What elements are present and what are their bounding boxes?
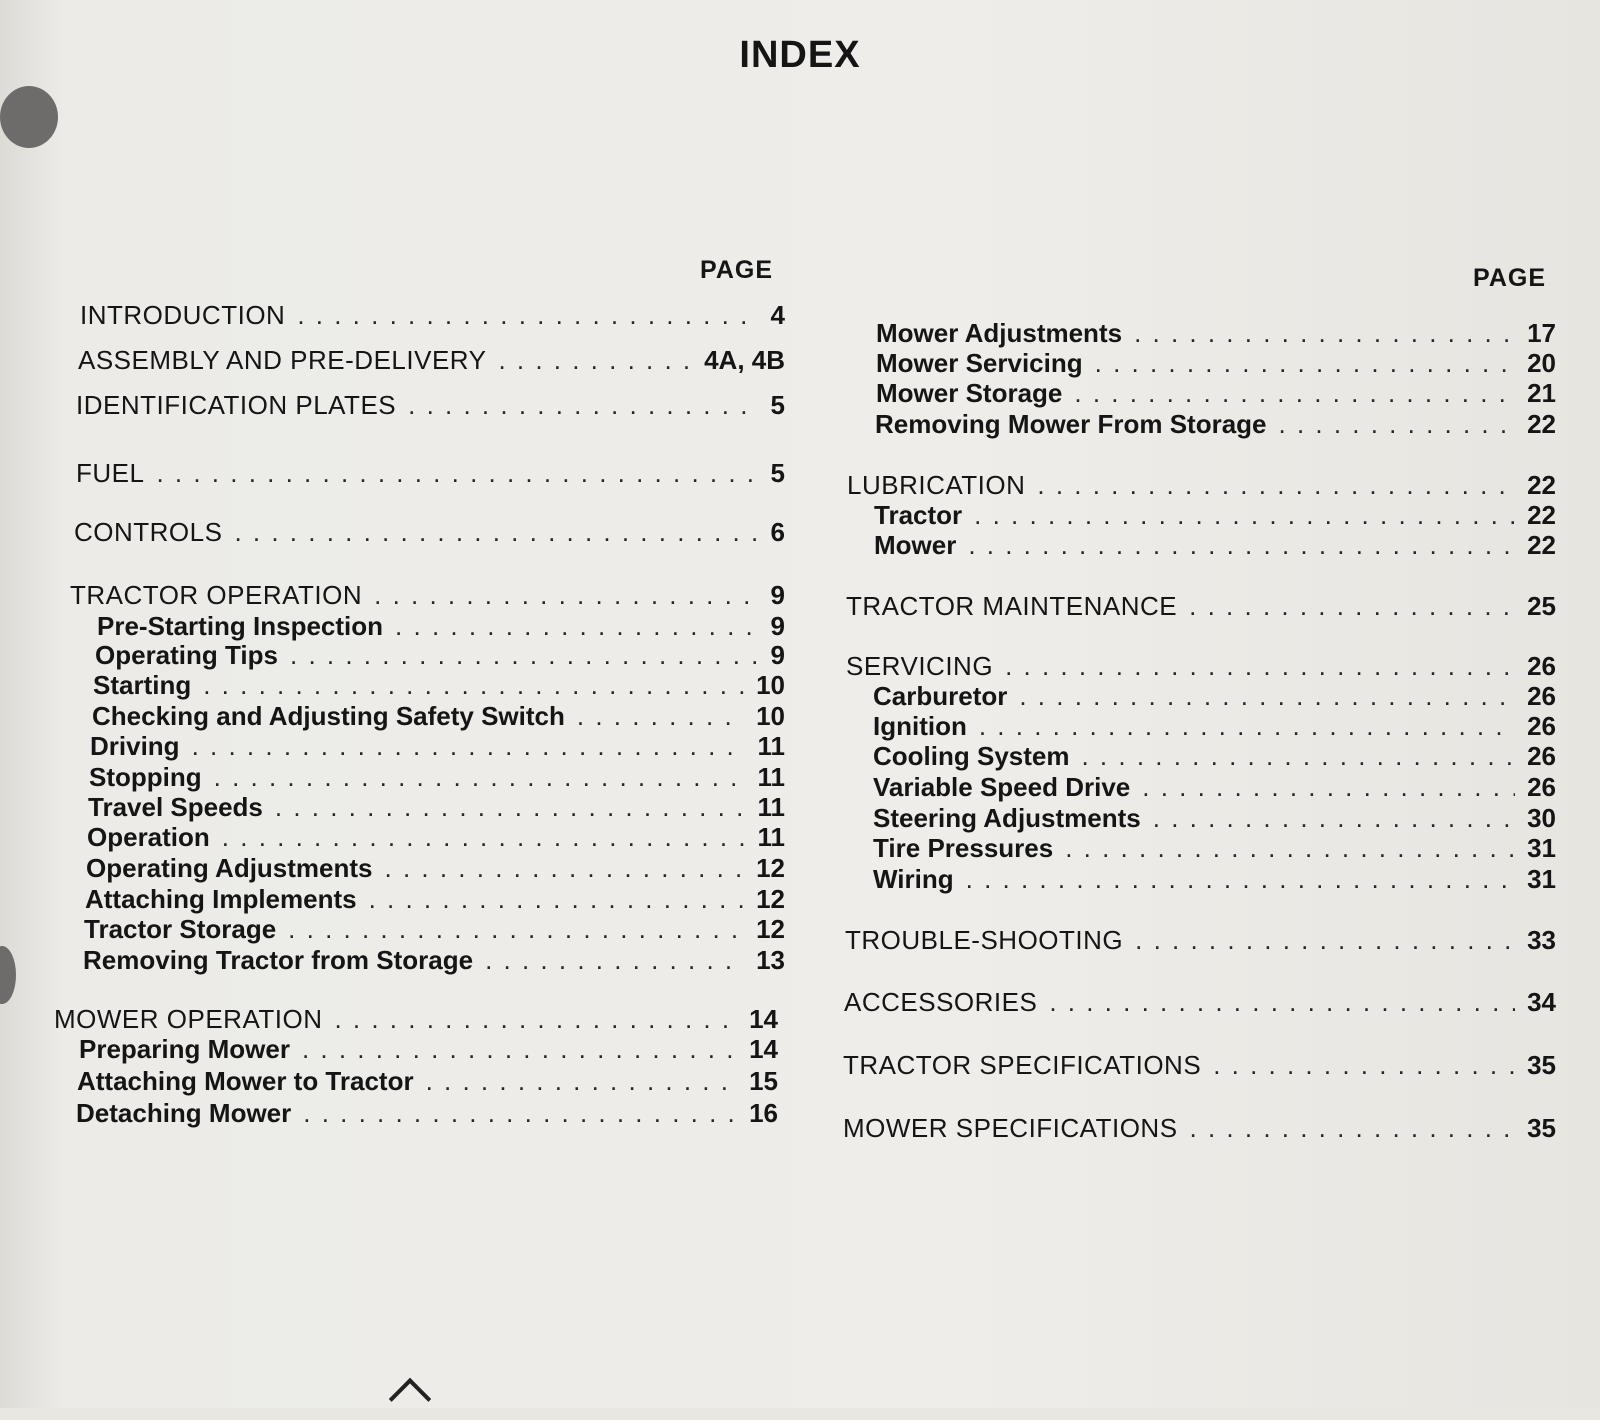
left-index-entry xyxy=(76,390,785,421)
dot-leader xyxy=(426,1066,738,1097)
right-index-entry xyxy=(874,530,1556,561)
entry-page-number: 31 xyxy=(1527,833,1556,863)
entry-page-number: 5 xyxy=(770,458,785,488)
entry-page-number: 12 xyxy=(756,853,785,883)
right-index-entry xyxy=(873,864,1556,895)
entry-label: ACCESSORIES xyxy=(844,987,1038,1017)
right-index-entry xyxy=(846,651,1556,682)
entry-label: MOWER OPERATION xyxy=(54,1004,323,1034)
entry-page-number: 22 xyxy=(1527,470,1556,500)
dot-leader xyxy=(234,517,758,548)
left-index-entry xyxy=(95,640,785,671)
entry-label: Mower Servicing xyxy=(876,348,1083,378)
entry-page-number: 22 xyxy=(1527,409,1556,439)
left-index-entry xyxy=(80,300,785,331)
dot-leader xyxy=(1081,741,1515,772)
left-index-entry xyxy=(85,884,785,915)
entry-page-number: 10 xyxy=(756,670,785,700)
entry-page-number: 11 xyxy=(757,822,785,852)
entry-page-number: 33 xyxy=(1527,925,1556,955)
right-index-entry xyxy=(873,833,1556,864)
entry-label: TROUBLE-SHOOTING xyxy=(845,925,1124,955)
entry-label: Mower Adjustments xyxy=(876,318,1123,348)
entry-label: SERVICING xyxy=(846,651,994,681)
dot-leader xyxy=(966,864,1515,895)
left-page-column-header: PAGE xyxy=(700,256,773,284)
left-index-entry xyxy=(79,1034,778,1065)
dot-leader xyxy=(1279,409,1516,440)
entry-label: Tractor Storage xyxy=(84,914,277,944)
left-index-entry xyxy=(54,1004,778,1035)
entry-label: Mower Storage xyxy=(876,378,1063,408)
dot-leader xyxy=(395,611,758,642)
page-title: INDEX xyxy=(739,34,861,76)
entry-label: FUEL xyxy=(76,458,145,488)
dot-leader xyxy=(222,822,746,853)
dot-leader xyxy=(214,762,746,793)
dot-leader xyxy=(1190,1113,1516,1144)
entry-page-number: 26 xyxy=(1527,711,1556,741)
entry-page-number: 20 xyxy=(1527,348,1556,378)
dot-leader xyxy=(1213,1050,1515,1081)
right-page-column-header: PAGE xyxy=(1473,264,1546,292)
entry-label: Operating Tips xyxy=(95,640,278,670)
entry-page-number: 6 xyxy=(770,517,785,547)
entry-label: Detaching Mower xyxy=(76,1098,292,1128)
entry-page-number: 14 xyxy=(749,1034,778,1064)
right-index-entry xyxy=(845,925,1556,956)
entry-page-number: 5 xyxy=(770,390,785,420)
entry-page-number: 11 xyxy=(757,792,785,822)
left-index-entry xyxy=(83,945,785,976)
dot-leader xyxy=(498,345,692,376)
dot-leader xyxy=(968,530,1515,561)
entry-label: LUBRICATION xyxy=(847,470,1026,500)
entry-label: Attaching Implements xyxy=(85,884,357,914)
dot-leader xyxy=(1135,925,1515,956)
right-index-entry xyxy=(876,318,1556,349)
entry-page-number: 25 xyxy=(1527,591,1556,621)
right-index-entry xyxy=(873,711,1556,742)
entry-label: Steering Adjustments xyxy=(873,803,1141,833)
entry-page-number: 35 xyxy=(1527,1050,1556,1080)
entry-label: Operation xyxy=(87,822,210,852)
dot-leader xyxy=(156,458,758,489)
dot-leader xyxy=(974,500,1515,531)
entry-page-number: 34 xyxy=(1527,987,1556,1017)
entry-label: Carburetor xyxy=(873,681,1008,711)
entry-label: Cooling System xyxy=(873,741,1070,771)
entry-page-number: 9 xyxy=(770,611,785,641)
entry-page-number: 22 xyxy=(1527,530,1556,560)
dot-leader xyxy=(1134,318,1515,349)
left-index-entry xyxy=(74,517,785,548)
dot-leader xyxy=(385,853,745,884)
entry-page-number: 17 xyxy=(1527,318,1556,348)
entry-label: Tire Pressures xyxy=(873,833,1054,863)
dot-leader xyxy=(203,670,744,701)
left-index-entry xyxy=(84,914,785,945)
entry-label: Removing Tractor from Storage xyxy=(83,945,474,975)
dot-leader xyxy=(1037,470,1515,501)
dot-leader xyxy=(1074,378,1515,409)
left-index-entry xyxy=(97,611,785,642)
entry-page-number: 14 xyxy=(749,1004,778,1034)
dot-leader xyxy=(1189,591,1515,622)
entry-label: Removing Mower From Storage xyxy=(875,409,1267,439)
left-index-entry xyxy=(93,670,785,701)
left-index-entry xyxy=(88,792,785,823)
entry-label: Wiring xyxy=(873,864,954,894)
entry-page-number: 15 xyxy=(749,1066,778,1096)
dot-leader xyxy=(1049,987,1515,1018)
entry-label: Variable Speed Drive xyxy=(873,772,1131,802)
dot-leader xyxy=(408,390,758,421)
right-index-entry xyxy=(847,470,1556,501)
entry-label: Starting xyxy=(93,670,192,700)
dot-leader xyxy=(979,711,1515,742)
left-index-entry xyxy=(76,1098,778,1129)
entry-page-number: 10 xyxy=(756,701,785,731)
entry-label: IDENTIFICATION PLATES xyxy=(76,390,397,420)
entry-label: Mower xyxy=(874,530,957,560)
entry-page-number: 26 xyxy=(1527,772,1556,802)
right-index-entry xyxy=(843,1113,1556,1144)
right-index-entry xyxy=(876,348,1556,379)
entry-page-number: 4A, 4B xyxy=(704,345,785,375)
entry-page-number: 12 xyxy=(756,884,785,914)
dot-leader xyxy=(1065,833,1515,864)
entry-page-number: 9 xyxy=(770,640,785,670)
dot-leader xyxy=(374,580,758,611)
dot-leader xyxy=(288,914,744,945)
binder-hole-top xyxy=(0,86,58,148)
left-index-entry xyxy=(90,731,785,762)
entry-label: Ignition xyxy=(873,711,967,741)
left-index-entry xyxy=(78,345,785,376)
entry-label: Operating Adjustments xyxy=(86,853,373,883)
dot-leader xyxy=(369,884,744,915)
right-index-entry xyxy=(873,803,1556,834)
entry-label: Tractor xyxy=(874,500,963,530)
right-index-entry xyxy=(873,741,1556,772)
entry-label: TRACTOR SPECIFICATIONS xyxy=(843,1050,1202,1080)
right-index-entry xyxy=(876,378,1556,409)
left-index-entry xyxy=(89,762,785,793)
right-index-entry xyxy=(874,500,1556,531)
entry-label: MOWER SPECIFICATIONS xyxy=(843,1113,1178,1143)
entry-label: Pre-Starting Inspection xyxy=(97,611,384,641)
entry-page-number: 11 xyxy=(757,731,785,761)
entry-page-number: 35 xyxy=(1527,1113,1556,1143)
entry-page-number: 13 xyxy=(756,945,785,975)
entry-label: Checking and Adjusting Safety Switch xyxy=(92,701,565,731)
entry-label: Preparing Mower xyxy=(79,1034,290,1064)
entry-label: ASSEMBLY AND PRE-DELIVERY xyxy=(78,345,487,375)
entry-page-number: 21 xyxy=(1527,378,1556,408)
entry-page-number: 30 xyxy=(1527,803,1556,833)
dot-leader xyxy=(192,731,746,762)
entry-label: Stopping xyxy=(89,762,202,792)
dot-leader xyxy=(297,300,758,331)
entry-page-number: 9 xyxy=(770,580,785,610)
dot-leader xyxy=(1019,681,1515,712)
entry-page-number: 26 xyxy=(1527,651,1556,681)
right-index-entry xyxy=(873,772,1556,803)
dot-leader xyxy=(1153,803,1515,834)
dot-leader xyxy=(275,792,746,823)
left-index-entry xyxy=(86,853,785,884)
right-index-entry xyxy=(875,409,1556,440)
dot-leader xyxy=(1142,772,1515,803)
entry-label: INTRODUCTION xyxy=(80,300,286,330)
entry-page-number: 31 xyxy=(1527,864,1556,894)
entry-page-number: 11 xyxy=(757,762,785,792)
entry-page-number: 26 xyxy=(1527,681,1556,711)
dot-leader xyxy=(1005,651,1515,682)
entry-page-number: 4 xyxy=(770,300,785,330)
dot-leader xyxy=(334,1004,737,1035)
right-index-entry xyxy=(844,987,1556,1018)
right-index-entry xyxy=(873,681,1556,712)
left-index-entry xyxy=(77,1066,778,1097)
dot-leader xyxy=(1095,348,1515,379)
left-index-entry xyxy=(76,458,785,489)
dot-leader xyxy=(290,640,759,671)
entry-page-number: 12 xyxy=(756,914,785,944)
entry-label: Driving xyxy=(90,731,180,761)
left-index-entry xyxy=(87,822,785,853)
dot-leader xyxy=(577,701,744,732)
dot-leader xyxy=(485,945,744,976)
page-corner-mark xyxy=(389,1378,431,1420)
entry-label: TRACTOR OPERATION xyxy=(70,580,363,610)
entry-label: Travel Speeds xyxy=(88,792,263,822)
right-index-entry xyxy=(843,1050,1556,1081)
entry-label: TRACTOR MAINTENANCE xyxy=(846,591,1178,621)
entry-page-number: 26 xyxy=(1527,741,1556,771)
right-index-entry xyxy=(846,591,1556,622)
entry-page-number: 16 xyxy=(749,1098,778,1128)
entry-label: Attaching Mower to Tractor xyxy=(77,1066,414,1096)
left-index-entry xyxy=(70,580,785,611)
entry-page-number: 22 xyxy=(1527,500,1556,530)
dot-leader xyxy=(303,1098,737,1129)
binder-hole-bottom xyxy=(0,946,16,1004)
left-index-entry xyxy=(92,701,785,732)
entry-label: CONTROLS xyxy=(74,517,223,547)
dot-leader xyxy=(302,1034,737,1065)
